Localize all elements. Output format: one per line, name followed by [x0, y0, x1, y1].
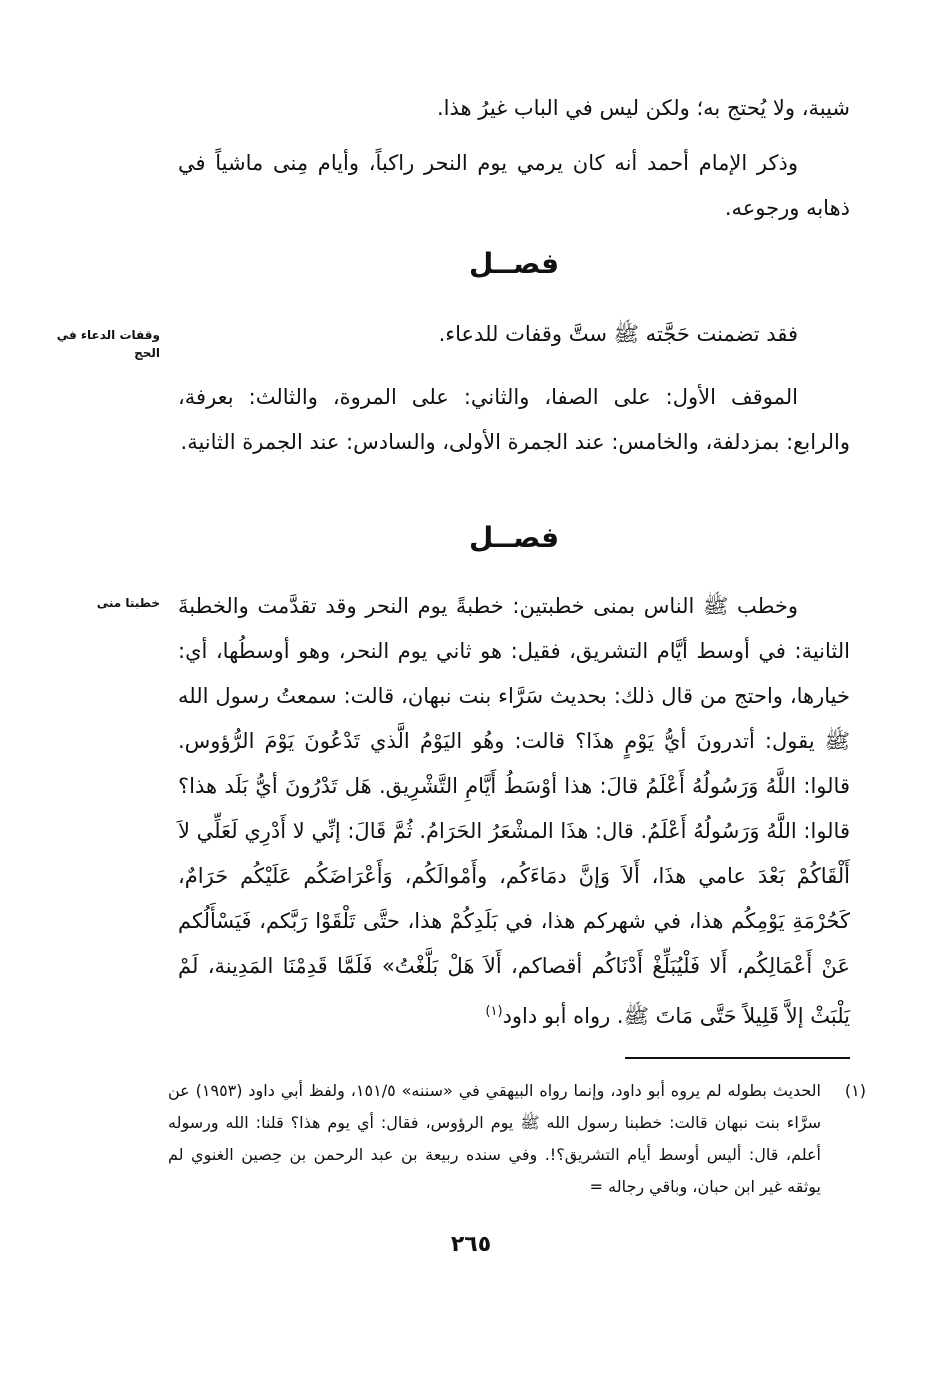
- margin-note-mina-sermons: خطبتا منى: [96, 596, 160, 610]
- page-number: ٢٦٥: [450, 1232, 492, 1257]
- opening-text: [178, 86, 850, 231]
- footnote-1: [168, 1075, 866, 1203]
- section-1-text: [178, 312, 850, 465]
- paragraph-imam-ahmad: وذكر الإمام أحمد أنه كان يرمي يوم النحر راكباً، وأيام مِنى ماشياً في ذهابه ورجوعه.: [178, 151, 850, 220]
- paragraph-dua-stops: فقد تضمنت حَجَّته ﷺ ستَّ وقفات للدعاء.: [438, 322, 798, 346]
- paragraph-mina-sermons: [178, 584, 850, 1039]
- paragraph-continuation: شيبة، ولا يُحتج به؛ ولكن ليس في الباب غيرُ هذا.: [437, 96, 850, 120]
- margin-note-dua-stops: وقفات الدعاء في الحج: [56, 328, 160, 360]
- sermon-hadith-text: وخطب ﷺ الناس بمنى خطبتين: خطبةً يوم النحر وقد تقدَّمت والخطبةَ الثانية: في أوسط أيَّام التشريق، فقيل: هو ثاني يوم النحر، وهو أوسطُها، أي: خيارها، واحتج من قال ذلك: بحديث سَرَّاء بنت نبهان، قالت: سمعتُ رسول الله ﷺ يقول: أتدرونَ أيُّ يَوْمٍ هذَا؟ قالت: وهُو اليَوْمُ الَّذي تَدْعُونَ يَوْمَ الرُّؤوس. قالوا: اللَّهُ وَرَسُولُهُ أَعْلَمُ قالَ: هذا أوْسَطُ أَيَّامِ التَّشْرِيق. هَل تَدْرُونَ أيُّ بَلَد هذا؟ قالوا: اللَّهُ وَرَسُولُهُ أَعْلَمُ. قال: هذَا المشْعَرُ الحَرَامُ. ثُمَّ قَالَ: إنِّي لا أَدْرِي لَعَلِّي لاَ أَلْقَاكُمْ بَعْدَ عامي هذَا، أَلاَ وَإنَّ دمَاءَكُم، وأَمْوالَكُم، وَأَعْرَاضَكُم عَلَيْكُم حَرَامٌ، كَحُرْمَةِ يَوْمِكُم هذا، في شهركم هذا، في بَلَدِكُمْ هذا، حتَّى تَلْقَوْا رَبَّكم، فَيَسْأَلُكم عَنْ أَعْمَالِكُم، أَلا فَلْيُبَلِّغْ أَدْنَاكُم أقصاكم، أَلاَ هَلْ بَلَّغْتُ» فَلَمَّا قَدِمْنَا المَدِينة، لَمْ يَلْبَثْ إلاَّ قَلِيلاً حَتَّى مَاتَ ﷺ. رواه أبو داود: [178, 594, 850, 1028]
- footnote-number: (١): [844, 1081, 866, 1100]
- section-heading-2: فصــل: [468, 521, 560, 554]
- section-heading-1: فصــل: [468, 247, 560, 280]
- footnote-ref-1[interactable]: (١): [485, 1004, 503, 1019]
- paragraph-six-stops-list: الموقف الأول: على الصفا، والثاني: على المروة، والثالث: بعرفة، والرابع: بمزدلفة، والخامس: عند الجمرة الأولى، والسادس: عند الجمرة الثانية.: [178, 385, 850, 454]
- footnote-separator: [625, 1057, 850, 1059]
- footnote-text: الحديث بطوله لم يروه أبو داود، وإنما رواه البيهقي في «سننه» ١٥١/٥، ولفظ أبي داود (١٩٥٣) عن سرَّاء بنت نبهان قالت: خطبنا رسول الله ﷺ يوم الرؤوس، فقال: أي يوم هذا؟ قلنا: الله ورسوله أعلم، قال: أليس أوسط أيام التشريق؟!. وفي سنده ربيعة بن عبد الرحمن بن حِصين الغنوي لم يوثقه غير ابن حبان، وباقي رجاله =: [168, 1081, 821, 1196]
- section-2-text: [178, 584, 850, 1039]
